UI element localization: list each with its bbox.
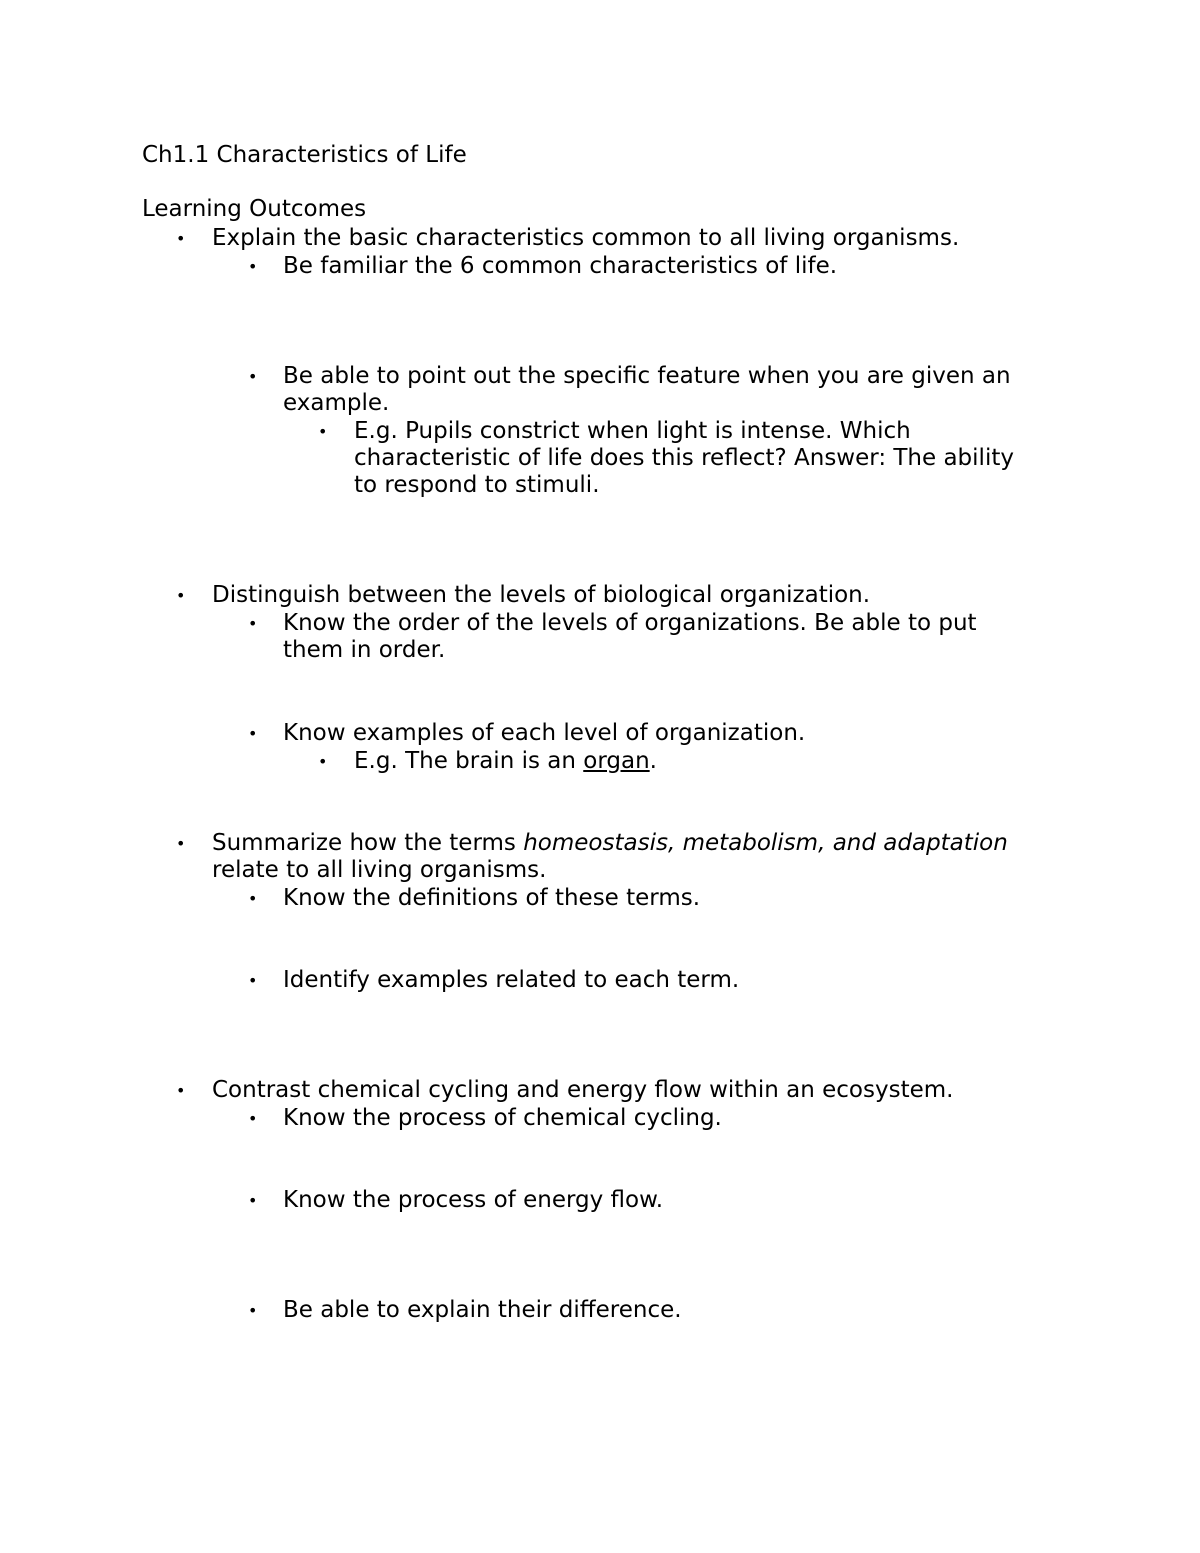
outcome-1-example-line-3: to respond to stimuli. xyxy=(354,472,600,498)
outcome-4-sub-3: Be able to explain their difference. xyxy=(283,1297,682,1323)
outcome-2-example-prefix: E.g. The brain is an xyxy=(354,748,584,774)
outcome-4-sub-1: Know the process of chemical cycling. xyxy=(283,1105,722,1131)
outcome-2-text: Distinguish between the levels of biological organization. xyxy=(212,582,871,608)
outcome-2-example-underlined: organ xyxy=(583,748,650,774)
outcome-2-sub-1-line-2: them in order. xyxy=(283,637,446,663)
bullet-glyph: • xyxy=(248,1109,258,1128)
bullet-glyph: • xyxy=(248,614,258,633)
outcome-1-sub-1: Be familiar the 6 common characteristics of life. xyxy=(283,253,838,279)
outcome-1-example-line-2: characteristic of life does this reflect? Answer: The ability xyxy=(354,445,1014,471)
bullet-glyph: • xyxy=(318,422,328,441)
outcome-3-text xyxy=(212,830,1008,857)
outcome-1-example-line-1: E.g. Pupils constrict when light is intense. Which xyxy=(354,418,911,444)
bullet-glyph: • xyxy=(248,367,258,386)
outcome-2-example-suffix: . xyxy=(649,748,657,774)
bullet-glyph: • xyxy=(248,257,258,276)
outcome-2-example xyxy=(354,748,657,775)
outcome-3-text-prefix: Summarize how the terms xyxy=(212,830,524,856)
bullet-glyph: • xyxy=(176,586,186,605)
bullet-glyph: • xyxy=(176,229,186,248)
outcome-4-text: Contrast chemical cycling and energy flow within an ecosystem. xyxy=(212,1077,954,1103)
outcome-3-text-line-2: relate to all living organisms. xyxy=(212,857,547,883)
bullet-glyph: • xyxy=(318,752,328,771)
outcome-3-sub-2: Identify examples related to each term. xyxy=(283,967,740,993)
bullet-glyph: • xyxy=(248,971,258,990)
bullet-glyph: • xyxy=(248,724,258,743)
outcome-1-sub-2-line-1: Be able to point out the specific feature when you are given an xyxy=(283,363,1011,389)
outcome-1-text: Explain the basic characteristics common to all living organisms. xyxy=(212,225,960,251)
outcome-2-sub-1-line-1: Know the order of the levels of organizations. Be able to put xyxy=(283,610,977,636)
outcome-2-sub-2: Know examples of each level of organization. xyxy=(283,720,806,746)
document-title: Ch1.1 Characteristics of Life xyxy=(142,142,467,168)
outcome-3-text-italic: homeostasis, metabolism, and adaptation xyxy=(523,830,1008,856)
outcome-4-sub-2: Know the process of energy flow. xyxy=(283,1187,664,1213)
outcome-3-sub-1: Know the definitions of these terms. xyxy=(283,885,701,911)
bullet-glyph: • xyxy=(176,834,186,853)
bullet-glyph: • xyxy=(248,889,258,908)
section-heading: Learning Outcomes xyxy=(142,196,367,222)
bullet-glyph: • xyxy=(248,1191,258,1210)
bullet-glyph: • xyxy=(176,1081,186,1100)
outcome-1-sub-2-line-2: example. xyxy=(283,390,390,416)
bullet-glyph: • xyxy=(248,1301,258,1320)
